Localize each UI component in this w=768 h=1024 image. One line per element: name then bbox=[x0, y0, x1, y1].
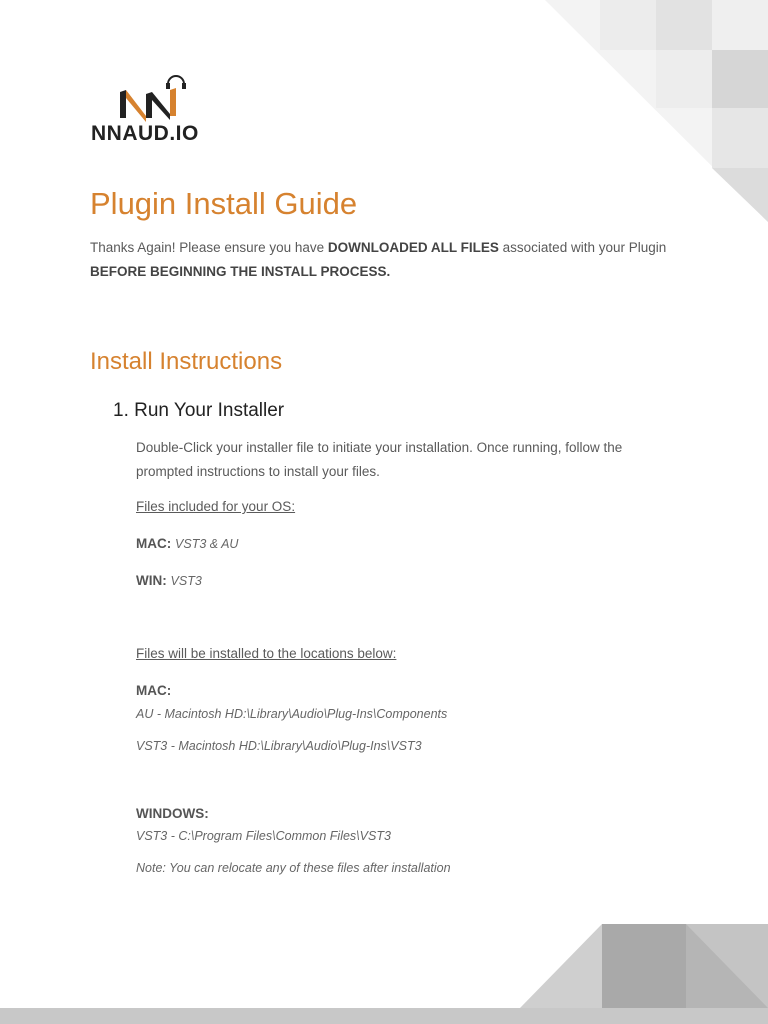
section-title: Install Instructions bbox=[90, 348, 283, 375]
top-right-pattern bbox=[545, 0, 768, 222]
page-title: Plugin Install Guide bbox=[90, 186, 358, 221]
step-description-line-1: Double-Click your installer file to initiate your installation. Once running, follow the bbox=[136, 440, 623, 455]
step-description-line-2: prompted instructions to install your files. bbox=[136, 464, 380, 479]
intro-bold-2: BEFORE BEGINNING THE INSTALL PROCESS. bbox=[90, 264, 391, 279]
step-title: Run Your Installer bbox=[134, 400, 285, 421]
relocate-note: Note: You can relocate any of these files after installation bbox=[136, 861, 451, 875]
step-heading bbox=[113, 400, 284, 422]
intro-bold-1: DOWNLOADED ALL FILES bbox=[327, 240, 499, 255]
mac-files: VST3 & AU bbox=[175, 537, 239, 551]
locations-heading: Files will be installed to the locations below: bbox=[136, 646, 397, 661]
windows-location-vst3: VST3 - C:\Program Files\Common Files\VST3 bbox=[136, 829, 391, 843]
intro-text-1: Thanks Again! Please ensure you have bbox=[90, 240, 328, 255]
windows-location-label: WINDOWS: bbox=[136, 806, 209, 821]
win-files: VST3 bbox=[170, 574, 202, 588]
mac-files-line bbox=[136, 536, 696, 551]
mac-location-au: AU - Macintosh HD:\Library\Audio\Plug-Ins\Components bbox=[136, 707, 448, 721]
intro-text-2: associated with your Plugin bbox=[498, 240, 667, 255]
step-number: 1. bbox=[113, 400, 129, 421]
logo-text: NNAUD.IO bbox=[91, 122, 199, 145]
files-included-heading: Files included for your OS: bbox=[136, 499, 296, 514]
bottom-right-pattern bbox=[0, 924, 768, 1024]
mac-label: MAC: bbox=[136, 536, 172, 551]
win-label: WIN: bbox=[136, 573, 167, 588]
step-description bbox=[136, 436, 696, 484]
intro-paragraph bbox=[90, 236, 710, 284]
win-files-line bbox=[136, 573, 696, 588]
mac-location-label: MAC: bbox=[136, 683, 172, 698]
mac-location-vst3: VST3 - Macintosh HD:\Library\Audio\Plug-Ins\VST3 bbox=[136, 739, 422, 753]
